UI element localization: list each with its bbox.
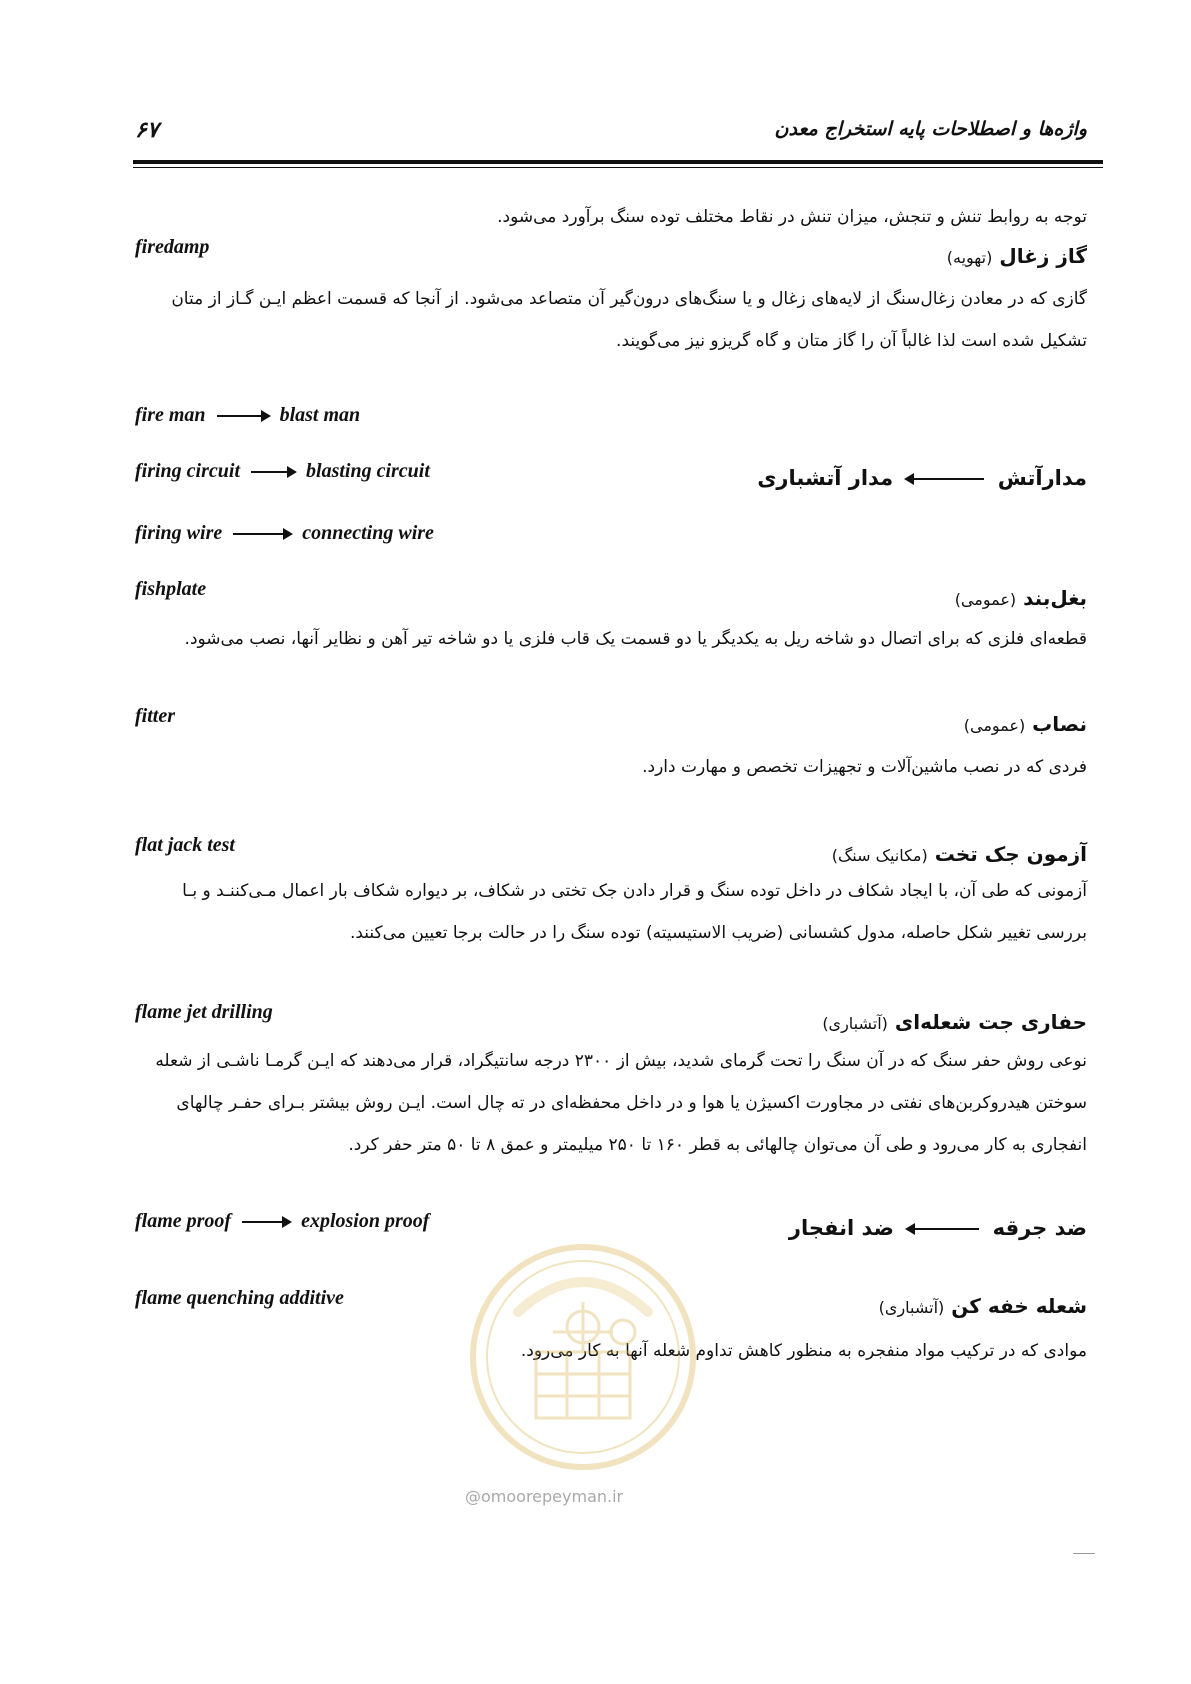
arrow-right-icon [242, 1221, 290, 1223]
term-fa-label: شعله خفه کن [951, 1294, 1087, 1318]
term-en: firing wire [135, 522, 223, 544]
cross-ref-flame-proof [135, 1210, 429, 1233]
term-en: fire man [135, 404, 206, 426]
page-number: ۶۷ [135, 118, 159, 143]
term-fa-flame-jet-drilling [822, 1010, 1087, 1034]
field-tag: (آتشباری) [878, 1298, 945, 1317]
cross-ref-firing-circuit [135, 460, 430, 483]
term-fa-label: آزمون جک تخت [934, 842, 1087, 866]
term-fa-label: ضد جرقه [992, 1216, 1087, 1240]
field-tag: (تهویه) [946, 248, 993, 267]
page-corner-mark [1073, 1553, 1095, 1554]
definition-fitter: فردی که در نصب ماشین‌آلات و تجهیزات تخصص و مهارت دارد. [642, 757, 1087, 777]
arrow-right-icon [217, 415, 269, 417]
term-en-fishplate: fishplate [135, 578, 207, 600]
see-term: blasting circuit [306, 460, 430, 482]
term-en: flame proof [135, 1210, 232, 1232]
term-en-fitter: fitter [135, 705, 175, 727]
definition-firedamp: گازی که در معادن زغال‌سنگ از لایه‌های زغال و یا سنگ‌های درون‌گیر آن متصاعد می‌شود. از آنجا که قسمت اعظم ایـن گـاز از متان تشکیل شده است لذا غالباً آن را گاز متان و گاه گریزو نیز می‌گویند. [171, 289, 1087, 351]
cross-ref-firing-wire [135, 522, 434, 545]
cross-ref-fa-flame-proof [789, 1216, 1087, 1240]
watermark-site: @omoorepeyman.ir [465, 1487, 624, 1506]
arrow-right-icon [233, 533, 291, 535]
see-term: explosion proof [301, 1210, 430, 1232]
term-en: firing circuit [135, 460, 241, 482]
term-en-flame-quenching-additive: flame quenching additive [135, 1287, 344, 1309]
field-tag: (عمومی) [954, 590, 1017, 609]
field-tag: (آتشباری) [822, 1014, 888, 1033]
term-fa-fitter [964, 712, 1087, 736]
term-fa-firedamp [947, 244, 1087, 268]
see-term-fa: ضد انفجار [788, 1216, 894, 1240]
seal-logo-icon [458, 1232, 708, 1482]
term-en-flame-jet-drilling: flame jet drilling [135, 1001, 273, 1023]
term-fa-label: حفاری جت شعله‌ای [894, 1010, 1087, 1034]
term-fa-flame-quenching-additive [879, 1294, 1087, 1318]
definition-flat-jack-test: آزمونی که طی آن، با ایجاد شکاف در داخل توده سنگ و قرار دادن جک تختی در شکاف، بر دیواره شکاف بار اعمال مـی‌کننـد و بـا بررسی تغییر شکل حاصله، مدول کشسانی (ضریب الاستیسیته) توده سنگ را در حالت برجا تعیین می‌کنند. [182, 881, 1087, 943]
see-term: blast man [279, 404, 361, 426]
field-tag: (عمومی) [963, 716, 1026, 735]
field-tag: (مکانیک سنگ) [831, 846, 928, 865]
term-fa-label: مدارآتش [997, 466, 1087, 490]
arrow-left-icon [906, 478, 984, 480]
paragraph-continuation: توجه به روابط تنش و تنجش، میزان تنش در نقاط مختلف توده سنگ برآورد می‌شود. [497, 207, 1087, 227]
cross-ref-fire-man [135, 404, 360, 427]
definition-flame-jet-drilling: نوعی روش حفر سنگ که در آن سنگ را تحت گرمای شدید، بیش از ۲۳۰۰ درجه سانتیگراد، قرار می‌دهند که ایـن گرمـا ناشـی از شعله سوختن هیدروکربن‌های نفتی در مجاورت اکسیژن یا هوا و در داخل محفظه‌ای در ته چال است. ایـن روش بیشتر بـرای حفـر چالهای انفجاری به کار می‌رود و طی آن می‌توان چالهائی به قطر ۱۶۰ تا ۲۵۰ میلیمتر و عمق ۸ تا ۵۰ متر حفر کرد. [155, 1051, 1087, 1155]
arrow-left-icon [907, 1228, 979, 1230]
term-fa-label: گاز زغال [999, 244, 1087, 268]
term-en-flat-jack-test: flat jack test [135, 834, 235, 856]
term-fa-label: نصاب [1032, 712, 1087, 736]
see-term: connecting wire [302, 522, 434, 544]
term-fa-label: بغل‌بند [1023, 586, 1087, 610]
header-rule-thick [133, 160, 1103, 164]
header-rule-thin [133, 167, 1103, 168]
term-en-firedamp: firedamp [135, 236, 210, 258]
see-term-fa: مدار آتشباری [757, 466, 894, 490]
term-fa-fishplate [955, 586, 1087, 610]
cross-ref-fa-firing-circuit [757, 466, 1087, 490]
definition-flame-quenching-additive: موادی که در ترکیب مواد منفجره به منظور کاهش تداوم شعله آنها به کار می‌رود. [520, 1341, 1087, 1361]
arrow-right-icon [251, 471, 295, 473]
definition-fishplate: قطعه‌ای فلزی که برای اتصال دو شاخه ریل به یکدیگر یا دو قسمت یک قاب فلزی یا دو شاخه تیر آهن و نظایر آنها، نصب می‌شود. [184, 629, 1087, 649]
term-fa-flat-jack-test [832, 842, 1087, 866]
running-title: واژه‌ها و اصطلاحات پایه استخراج معدن [774, 118, 1087, 140]
